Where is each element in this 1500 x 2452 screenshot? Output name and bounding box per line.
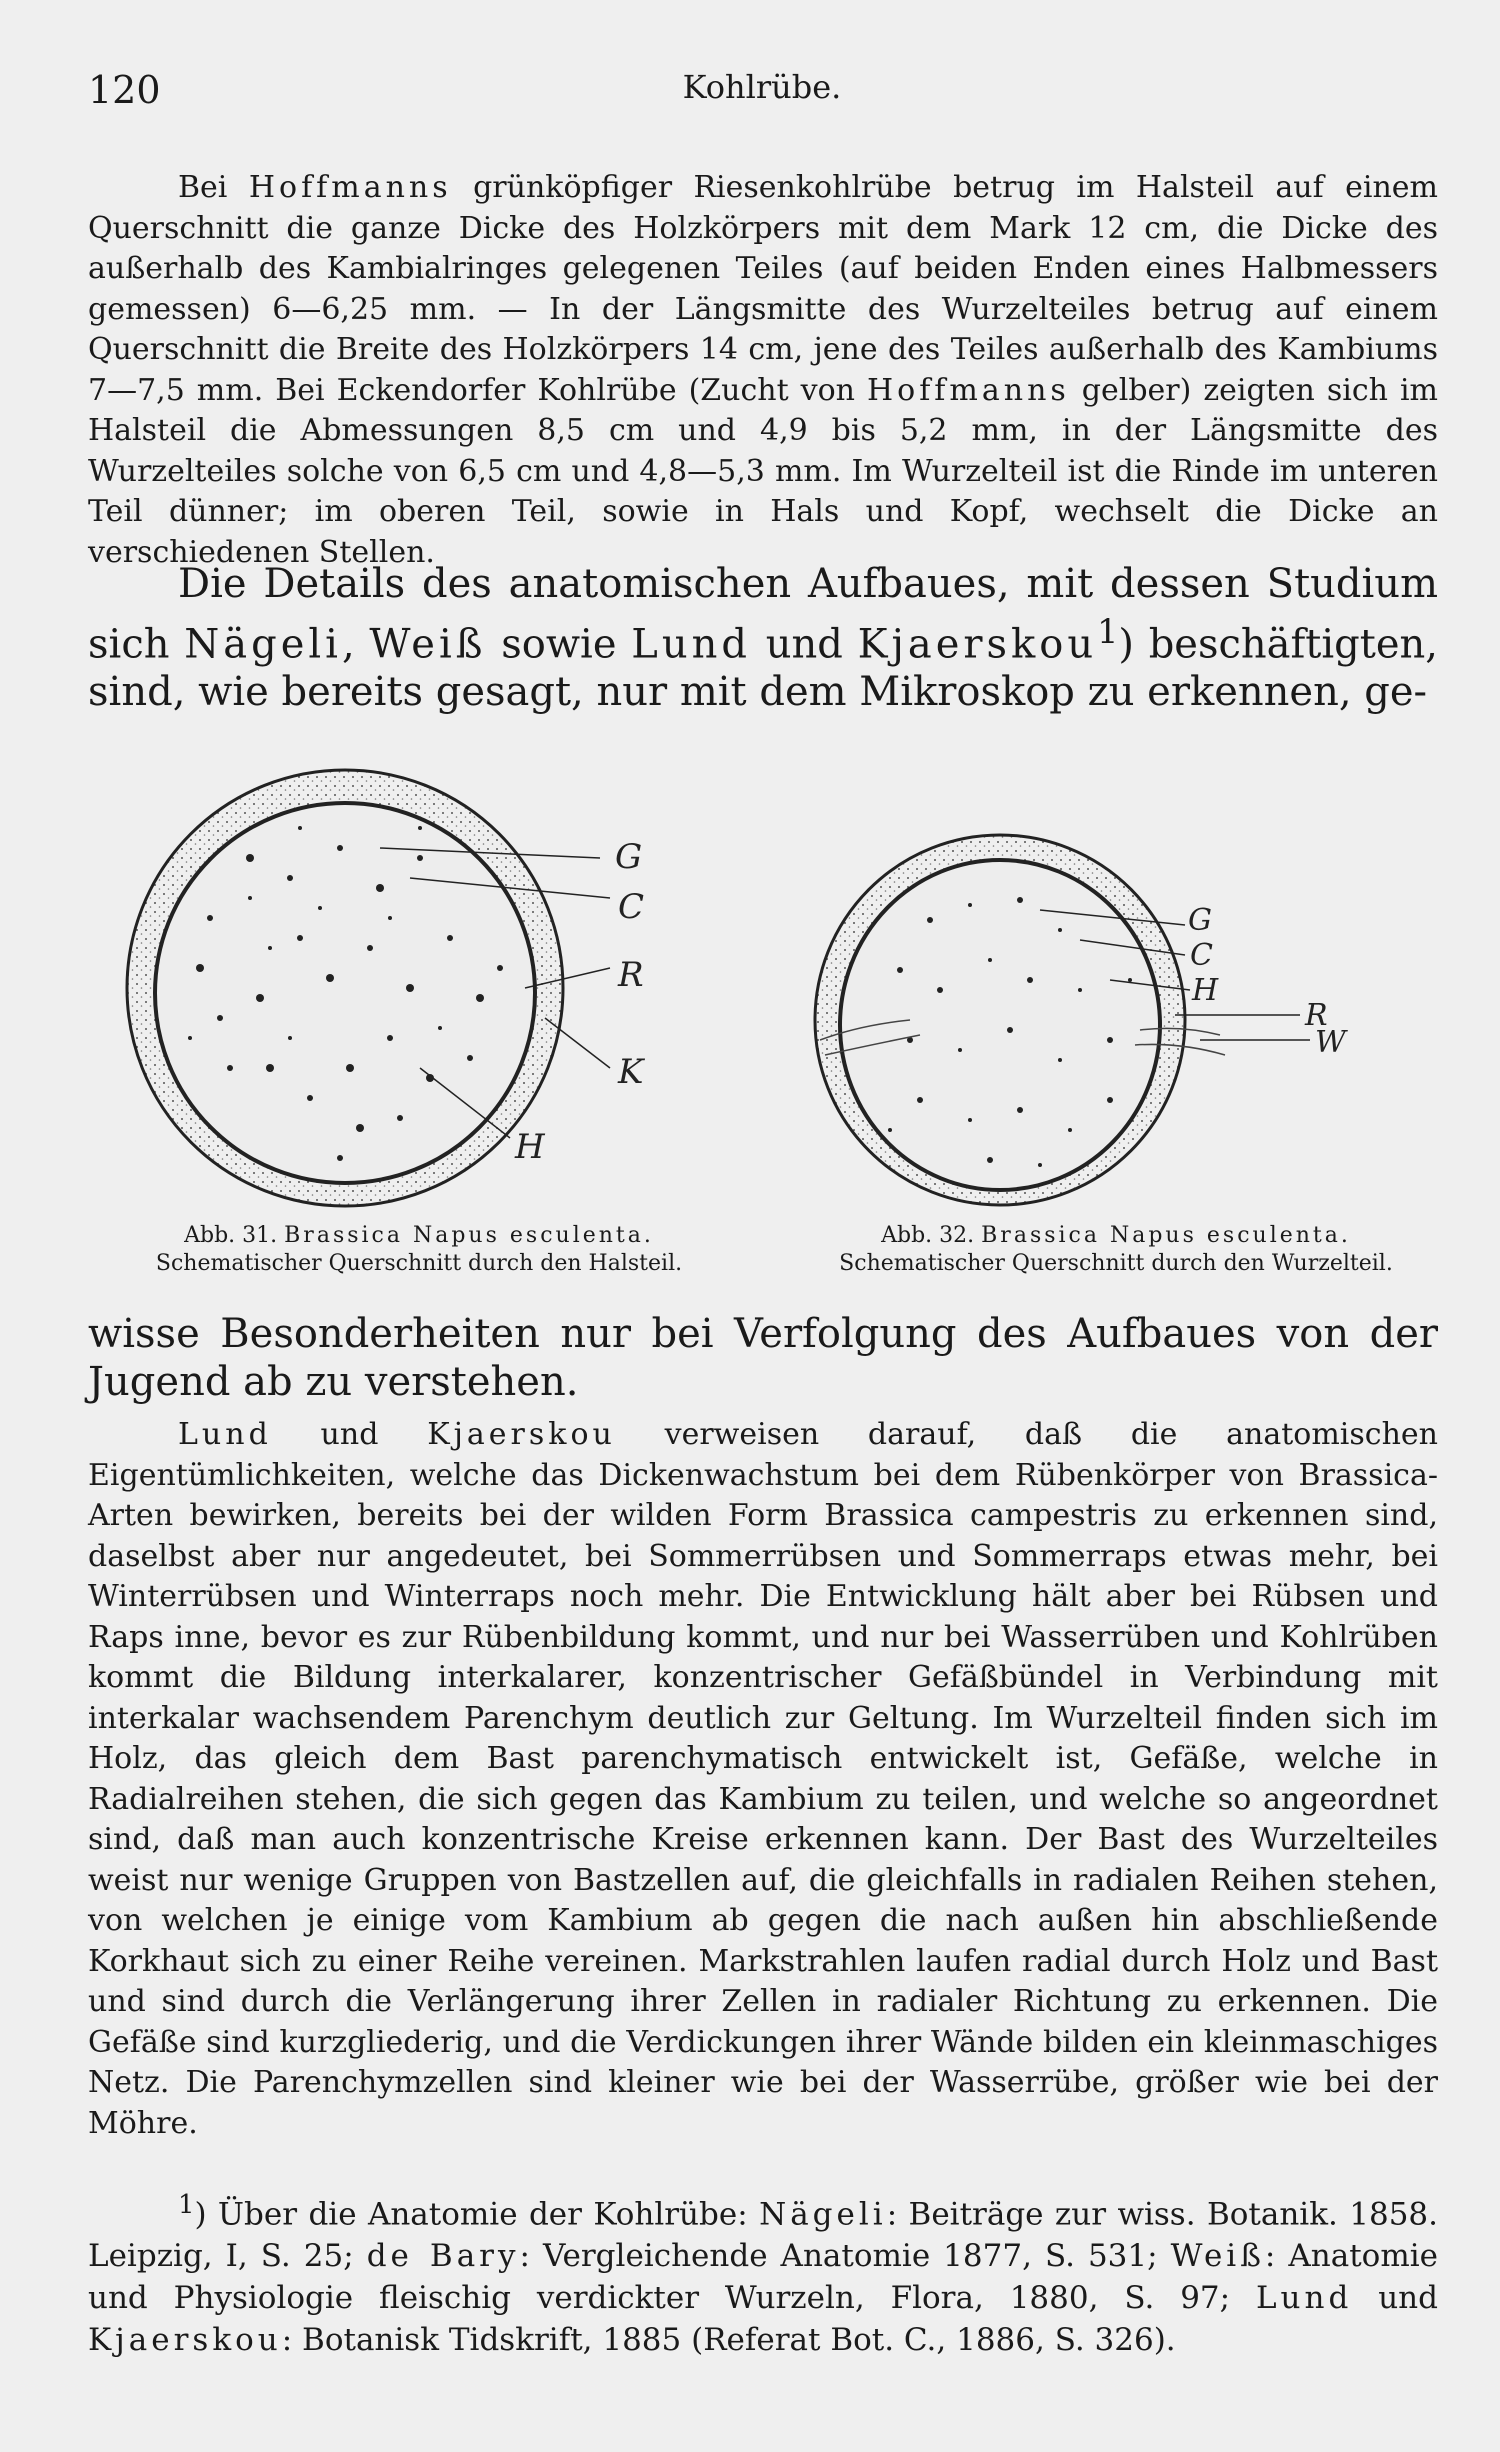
figure-number: Abb. 32. — [881, 1223, 975, 1248]
author-name: Nägeli — [184, 621, 342, 668]
footnote-mark: 1 — [178, 2190, 195, 2220]
label-w: W — [1315, 1025, 1346, 1060]
fn-text-b: : Beiträge zur wiss. Botanik. 1858. Leipzig, I, S. 25; — [88, 2196, 1438, 2275]
page-number: 120 — [88, 68, 161, 112]
paragraph-2 — [88, 560, 1438, 716]
figure-31-caption — [104, 1222, 734, 1278]
label-r: R — [1305, 998, 1328, 1033]
fn-text-a: ) Über die Anatomie der Kohlrübe: — [194, 2196, 760, 2233]
fn-text-e: und — [1352, 2280, 1438, 2317]
fn-text-c: : Vergleichende Anatomie 1877, S. 531; — [519, 2238, 1171, 2275]
label-c: C — [1190, 938, 1213, 973]
footnote — [88, 2184, 1438, 2361]
caption-description: Schematischer Querschnitt durch den Wurzelteil. — [839, 1251, 1393, 1276]
p4-text-b: verweisen darauf, daß die anatomischen Eigentümlichkeiten, welche das Dickenwachstum bei dem Rübenkörper von Brassica-Arten bewirken, bereits bei der wilden Form Brassica campestris zu erkennen sind, daselbst aber nur angedeutet, bei Sommerrübsen und Sommerraps etwas mehr, bei Winterrübsen und Winterraps noch mehr. Die Entwicklung hält aber bei Rübsen und Raps inne, bevor es zur Rübenbildung kommt, und nur bei Wasserrüben und Kohlrüben kommt die Bildung interkalarer, konzentrischer Gefäßbündel in Verbindung mit interkalar wachsendem Parenchym deutlich zur Geltung. Im Wurzelteil finden sich im Holz, das gleich dem Bast parenchymatisch entwickelt ist, Gefäße, welche in Radialreihen stehen, die sich gegen das Kambium zu teilen, und welche so angeordnet sind, daß man auch konzentrische Kreise erkennen kann. Der Bast des Wurzelteiles weist nur wenige Gruppen von Bastzellen auf, die gleichfalls in radialen Reihen stehen, von welchen je einige vom Kambium ab gegen die nach außen hin abschließende Korkhaut sich zu einer Reihe vereinen. Markstrahlen laufen radial durch Holz und Bast und sind durch die Verlängerung ihrer Zellen in radialer Richtung zu erkennen. Die Gefäße sind kurzgliederig, und die Verdickungen ihrer Wände bilden ein kleinmaschiges Netz. Die Parenchymzellen sind kleiner wie bei der Wasserrübe, größer wie bei der Möhre. — [88, 1417, 1438, 2141]
footnote-ref[interactable]: 1 — [1097, 612, 1119, 651]
species-name: Brassica Napus esculenta. — [981, 1223, 1351, 1248]
p3-text: wisse Besonderheiten nur bei Verfolgung des Aufbaues von der Jugend ab zu verstehen. — [88, 1311, 1438, 1405]
fn-text-d: : Anatomie und Physiologie fleischig verdickter Wurzeln, Flora, 1880, S. 97; — [88, 2238, 1438, 2317]
author-name: Weiß — [369, 621, 487, 668]
p1-text-c: gelber) zeigten sich im Halsteil die Abmessungen 8,5 cm und 4,9 bis 5,2 mm, in der Längsmitte des Wurzelteiles solche von 6,5 cm und 4,8—5,3 mm. Im Wurzelteil ist die Rinde im unteren Teil dünner; im oberen Teil, sowie in Hals und Kopf, wechselt die Dicke an verschiedenen Stellen. — [88, 372, 1438, 570]
caption-description: Schematischer Querschnitt durch den Halsteil. — [155, 1251, 683, 1276]
author-name: Nägeli — [759, 2196, 887, 2233]
p2-text-e: ) beschäftigten, sind, wie bereits gesagt, nur mit dem Mikroskop zu erkennen, ge- — [88, 621, 1439, 716]
p2-text-a: Die Details des anatomischen Aufbaues, mit dessen Studium sich — [88, 561, 1438, 668]
species-name: Brassica Napus esculenta. — [284, 1223, 654, 1248]
figure-32-cross-section — [780, 830, 1420, 1210]
author-name: Kjaerskou — [857, 621, 1098, 668]
figure-31-cross-section — [90, 738, 710, 1208]
figure-number: Abb. 31. — [184, 1223, 278, 1248]
paragraph-1 — [88, 168, 1438, 573]
p2-text-b: , — [341, 621, 370, 668]
figure-32-caption — [796, 1222, 1436, 1278]
author-name: Lund — [631, 621, 751, 668]
author-name: Hoffmanns — [866, 372, 1070, 408]
author-name: Weiß — [1170, 2238, 1265, 2275]
cambium-circle — [840, 860, 1160, 1190]
p1-text-a: Bei — [178, 170, 249, 205]
author-name: Kjaerskou — [88, 2322, 282, 2359]
p2-text-c: sowie — [486, 621, 632, 668]
author-name: Kjaerskou — [427, 1417, 616, 1452]
label-c: C — [618, 887, 645, 927]
p4-text-a: und — [271, 1417, 428, 1452]
label-k: K — [618, 1052, 644, 1092]
label-h: H — [515, 1127, 545, 1167]
label-h: H — [1192, 973, 1219, 1008]
label-g: G — [615, 837, 643, 877]
paragraph-3 — [88, 1310, 1438, 1406]
author-name: de Bary — [366, 2238, 520, 2275]
p1-text-b: grünköpfiger Riesenkohlrübe betrug im Halsteil auf einem Querschnitt die ganze Dicke des Holzkörpers mit dem Mark 12 cm, die Dicke des außerhalb des Kambialringes gelegenen Teiles (auf beiden Enden eines Halbmessers gemessen) 6—6,25 mm. — In der Längsmitte des Wurzelteiles betrug auf einem Querschnitt die Breite des Holzkörpers 14 cm, jene des Teiles außerhalb des Kambiums 7—7,5 mm. Bei Eckendorfer Kohlrübe (Zucht von — [88, 170, 1438, 408]
label-r: R — [618, 955, 644, 995]
paragraph-4 — [88, 1415, 1438, 2144]
author-name: Lund — [1255, 2280, 1353, 2317]
running-title: Kohlrübe. — [682, 68, 842, 106]
author-name: Hoffmanns — [248, 170, 452, 205]
author-name: Lund — [178, 1417, 272, 1452]
page-header — [88, 68, 1436, 118]
p2-text-d: und — [750, 621, 858, 668]
label-g: G — [1188, 903, 1212, 938]
cambium-circle — [155, 803, 535, 1183]
fn-text-f: : Botanisk Tidskrift, 1885 (Referat Bot. C., 1886, S. 326). — [281, 2322, 1176, 2359]
